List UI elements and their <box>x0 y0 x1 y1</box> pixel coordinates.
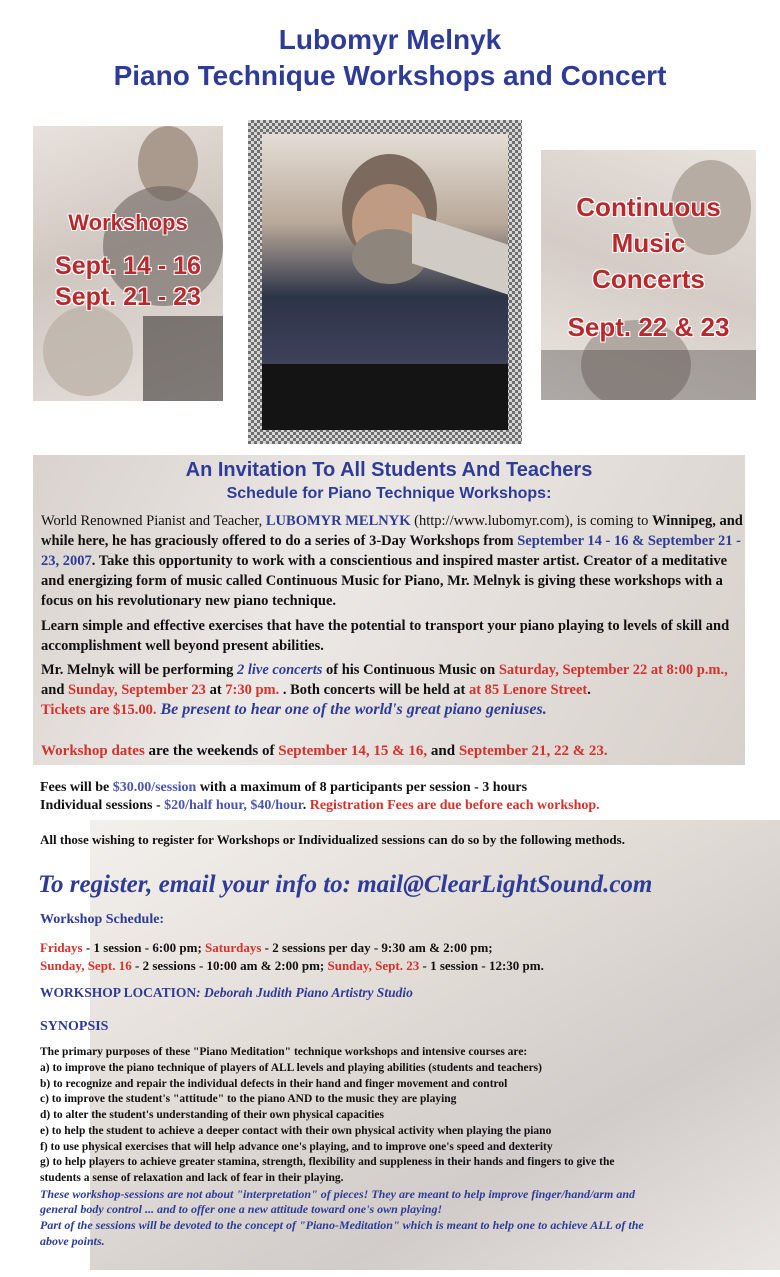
saturday-concert: Saturday, September 22 at 8:00 p.m., <box>498 662 728 678</box>
sunday-time: 7:30 pm. <box>225 682 280 698</box>
synopsis-item: a) to improve the piano technique of players of ALL levels and playing abilities (students and teachers) <box>40 1062 542 1074</box>
page-subtitle: Piano Technique Workshops and Concert <box>113 60 667 91</box>
invitation-subtitle: Schedule for Piano Technique Workshops: <box>226 485 552 502</box>
concerts-label-line2: Music <box>611 228 686 258</box>
fees-line: Fees will be $30.00/session with a maximum of 8 participants per session - 3 hours <box>40 780 528 795</box>
workshop-dates-text: September 14 - 16 & September 21 - 23, 2007 <box>41 533 741 569</box>
synopsis-item: students a sense of relaxation and lack of fear in their playing. <box>40 1172 344 1184</box>
artist-name: LUBOMYR MELNYK <box>265 513 411 529</box>
learn-paragraph: Learn simple and effective exercises that have the potential to transport your piano playing to levels of skill and accomplishment well beyond present abilities. <box>41 618 730 654</box>
schedule-line-1: Fridays - 1 session - 6:00 pm; Saturdays - 2 sessions per day - 9:30 am & 2:00 pm; <box>40 940 493 955</box>
synopsis-note: above points. <box>40 1234 105 1248</box>
schedule-heading: Workshop Schedule: <box>40 912 165 927</box>
invitation-title: An Invitation To All Students And Teachers <box>185 459 593 481</box>
synopsis-heading: SYNOPSIS <box>40 1019 109 1034</box>
page-title: Lubomyr Melnyk <box>278 24 502 55</box>
intro-paragraph: World Renowned Pianist and Teacher, LUBOMYR MELNYK (http://www.lubomyr.com), is coming to Winnipeg, and while here, he has graciously offered to do a series of 3-Day Workshops from September 14 - 16 & September 21 - 23, 2007. Take this opportunity to work with a conscientious and inspired master artist. Creator of a meditative and energizing form of music called Continuous Music for Piano, Mr. Melnyk is giving these workshops with a focus on his revolutionary new piano technique. <box>41 513 743 609</box>
synopsis-item: g) to help players to achieve greater stamina, strength, flexibility and suppleness in their hands and fingers to give the <box>40 1156 615 1168</box>
concert-paragraph: Mr. Melnyk will be performing 2 live concerts of his Continuous Music on Saturday, September 22 at 8:00 p.m., and Sunday, September 23 at 7:30 pm. . Both concerts will be held at at 85 Lenore Street. Tickets are $15.00. Be present to hear one of the world's great piano geniuses. <box>41 662 728 718</box>
concerts-label-line3: Concerts <box>592 264 705 294</box>
workshop-location: WORKSHOP LOCATION: Deborah Judith Piano Artistry Studio <box>40 985 413 1000</box>
workshop-dates-1: Sept. 14 - 16 <box>55 252 201 280</box>
synopsis-note: general body control ... and to offer one a new attitude toward one's own playing! <box>40 1202 443 1216</box>
pianist-photo <box>262 134 508 430</box>
synopsis-item: c) to improve the student's "attitude" to the piano AND to the music they are playing <box>40 1093 457 1105</box>
venue: at 85 Lenore Street <box>468 682 588 698</box>
concerts-label-line1: Continuous <box>576 192 721 222</box>
workshops-label: Workshops <box>68 210 188 235</box>
workshop-dates-line: Workshop dates are the weekends of September 14, 15 & 16, and September 21, 22 & 23. <box>41 743 608 759</box>
sunday-concert: Sunday, September 23 <box>68 682 206 698</box>
live-concerts: 2 live concerts <box>237 662 323 678</box>
synopsis-item: f) to use physical exercises that will help advance one's playing, and to improve one's speed and dexterity <box>40 1141 553 1153</box>
fees-due-notice: Registration Fees are due before each workshop. <box>309 798 600 813</box>
synopsis-intro: The primary purposes of these "Piano Meditation" technique workshops and intensive courses are: <box>40 1046 528 1058</box>
synopsis-note: Part of the sessions will be devoted to the concept of "Piano-Meditation" which is meant to help one to achieve ALL of the <box>40 1218 644 1232</box>
synopsis-item: e) to help the student to achieve a deeper contact with their own physical activity when playing the piano <box>40 1125 552 1137</box>
schedule-line-2: Sunday, Sept. 16 - 2 sessions - 10:00 am & 2:00 pm; Sunday, Sept. 23 - 1 session - 12:30 pm. <box>40 958 544 973</box>
session-fee: $30.00/session <box>112 780 197 795</box>
synopsis-note: These workshop-sessions are not about "interpretation" of pieces! They are meant to help improve finger/hand/arm and <box>40 1187 636 1201</box>
tagline: Be present to hear one of the world's great piano geniuses. <box>156 701 547 718</box>
concert-dates: Sept. 22 & 23 <box>567 312 730 342</box>
individual-sessions-line: Individual sessions - $20/half hour, $40/hour. Registration Fees are due before each workshop. <box>40 798 600 813</box>
synopsis-item: b) to recognize and repair the individual defects in their hand and finger movement and control <box>40 1078 508 1090</box>
workshop-dates-2: Sept. 21 - 23 <box>55 283 201 311</box>
ticket-price: Tickets are $15.00. <box>41 702 157 718</box>
synopsis-item: d) to alter the student's understanding of their own physical capacities <box>40 1109 384 1121</box>
registration-note: All those wishing to register for Workshops or Individualized sessions can do so by the following methods. <box>40 832 625 847</box>
register-email-link[interactable]: To register, email your info to: mail@ClearLightSound.com <box>38 871 653 898</box>
individual-fee: $20/half hour, $40/hour <box>164 798 303 813</box>
